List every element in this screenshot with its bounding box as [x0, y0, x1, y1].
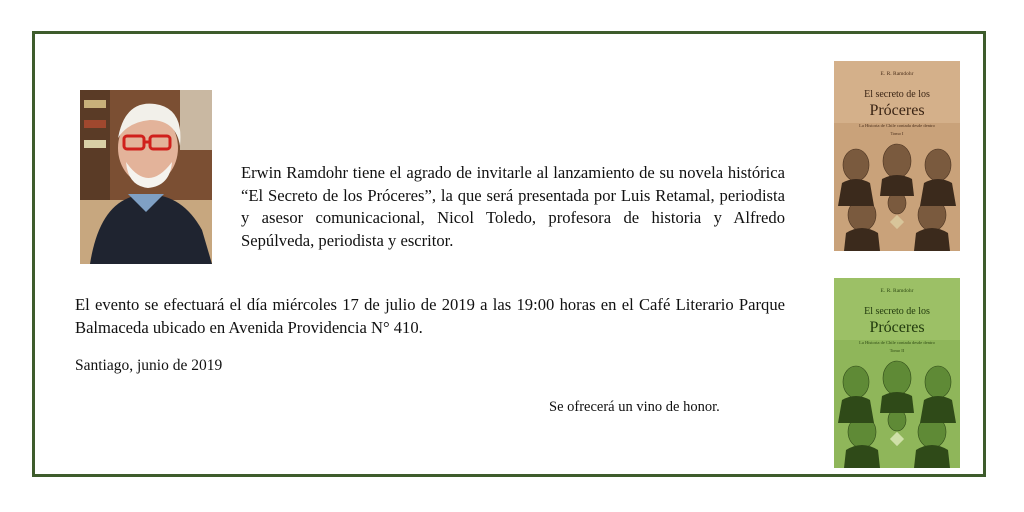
book-cover-tomo-1 [834, 61, 960, 251]
event-details-text: El evento se efectuará el día miércoles 17 de julio de 2019 a las 19:00 horas en el Café Literario Parque Balmaceda ubicado en Avenida Providencia N° 410. [75, 295, 785, 337]
book-1-title-main: Próceres [869, 102, 925, 119]
book-1-author: E. R. Ramdohr [880, 71, 914, 77]
book-2-title-main: Próceres [869, 319, 925, 336]
invitation-intro-text: Erwin Ramdohr tiene el agrado de invitarle al lanzamiento de su novela histórica “El Secreto de los Próceres”, la que será presentada por Luis Retamal, periodista y asesor comunicacional, Nicol Toledo, profesora de historia y Alfredo Sepúlveda, periodista y escritor. [241, 163, 785, 250]
book-1-title-top: El secreto de los [864, 89, 930, 100]
book-cover-tomo-2 [834, 278, 960, 468]
author-photo [80, 90, 212, 264]
book-1-subtitle: La Historia de Chile contada desde dentro [859, 123, 935, 128]
book-2-volume: Tomo II [889, 348, 905, 353]
place-date-text: Santiago, junio de 2019 [75, 357, 223, 374]
book-2-subtitle: La Historia de Chile contada desde dentro [859, 340, 935, 345]
book-1-volume: Tomo I [890, 131, 904, 136]
book-2-author: E. R. Ramdohr [880, 288, 914, 294]
book-2-title-top: El secreto de los [864, 306, 930, 317]
wine-note-text: Se ofrecerá un vino de honor. [549, 399, 720, 415]
